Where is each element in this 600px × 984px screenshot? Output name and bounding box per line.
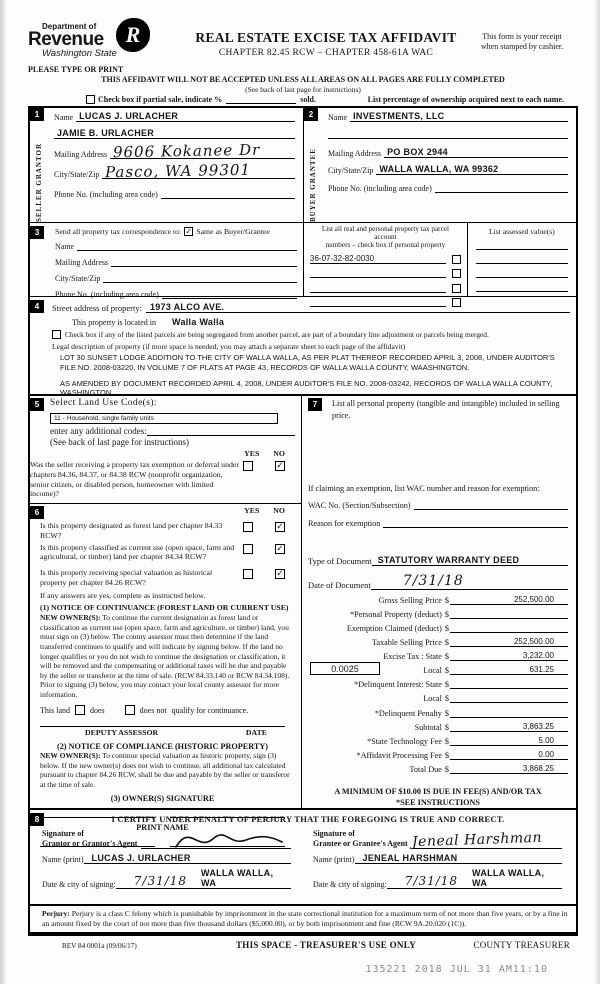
corr-city-label: City/State/Zip <box>55 274 101 284</box>
does-checkbox[interactable] <box>75 705 85 715</box>
buyer-section <box>303 108 576 222</box>
buyer-name-label: Name <box>328 113 348 123</box>
total-due-field[interactable] <box>450 764 568 774</box>
gross-price-field[interactable] <box>450 595 568 605</box>
grantee-date-label: Date & city of signing: <box>313 880 387 890</box>
seller-addr-value: 9606 Kokanee Dr <box>112 140 261 162</box>
personal-property-checkbox-3[interactable] <box>452 284 461 293</box>
grantor-signature-field[interactable] <box>141 837 291 849</box>
land-use-code-value: 11 - Household, single family units <box>54 415 154 423</box>
ownership-note: List percentage of ownership acquired next to each name. <box>367 95 564 105</box>
delinq-penalty-field[interactable] <box>450 708 568 718</box>
minimum-fee-note: A MINIMUM OF $10.00 IS DUE IN FEE(S) AND/OR TAX *SEE INSTRUCTIONS <box>308 786 568 808</box>
corr-addr-field[interactable] <box>111 256 297 267</box>
certification-section <box>30 808 576 904</box>
classification-section <box>30 504 301 847</box>
segregated-checkbox[interactable] <box>52 330 61 339</box>
subtotal-field[interactable] <box>450 722 568 732</box>
street-address-label: Street address of property: <box>52 303 142 314</box>
logo-revenue-text: Revenue <box>28 29 104 50</box>
grantor-signature-block <box>30 829 301 889</box>
tax-computation: Gross Selling Price $ 252,500.00 *Personal Property (deduct) $ Exemption Claimed (deduct) $ Taxable Selling Price $ 252,500.00 Excise Tax : State $ 3,232.00 0.0025 Local $ 631.25 *Delinquent Interest: State $ Local $ *Delinquent Penalty $ Subtotal $ 3,863.25 *State Technology Fee $ 5.00 *Affidavit Processing Fee $ 0.00 Total Due $ 3,868.25 <box>308 595 568 778</box>
partial-sale-checkbox[interactable] <box>86 95 95 104</box>
sold-label: sold. <box>300 95 317 105</box>
assessed-value-field-1[interactable] <box>476 236 568 250</box>
doc-type-label: Type of Document <box>308 555 372 566</box>
seller-section <box>30 108 303 222</box>
parcel-numbers-section <box>303 223 467 296</box>
personal-deduct-field[interactable] <box>450 609 568 619</box>
seller-phone-field[interactable] <box>161 188 295 199</box>
title-block <box>186 16 466 58</box>
grantee-print-label: Name (print) <box>313 855 355 865</box>
located-in-row <box>72 317 570 327</box>
personal-property-note: List all personal property (tangible and intangible) included in selling price. <box>332 399 560 420</box>
same-as-buyer-checkbox[interactable] <box>184 227 193 236</box>
logo-dept-text: Department of <box>42 22 97 31</box>
located-in-label: This property is located in <box>72 318 156 328</box>
doc-date-value: 7/31/18 <box>402 572 464 589</box>
this-land-label: This land <box>40 705 70 715</box>
assessed-header: List assessed value(s) <box>489 227 555 237</box>
gross-price-label: Gross Selling Price <box>378 595 442 605</box>
buyer-addr-field[interactable] <box>384 147 568 158</box>
grantee-print-field[interactable] <box>355 853 562 864</box>
parcel-number-value: 36-07-32-82-0030 <box>310 253 375 263</box>
grantee-date-field[interactable] <box>387 868 562 889</box>
buyer-city-field[interactable] <box>376 164 568 175</box>
notice-continuance-body: NEW OWNER(S): To continue the current designation as forest land or classification as current use (open space, farm and agriculture, or timber) land, you must sign on (3) below. The county assessor must then determine if the land transferred continues to qualify and will indicate by signing below. If the land no longer qualifies or you do not wish to continue the designation or classification, it will be removed and the compensating or additional taxes will be due and payable by the seller or transferor at the time of sale. (RCW 84.33.140 or RCW 84.34.108). Prior to signing (3) below, you may contact your local county assessor for more information. <box>40 613 290 699</box>
additional-codes-label: enter any additional codes: <box>50 426 147 437</box>
does-not-label: does not <box>139 705 167 715</box>
partial-sale-row <box>86 95 578 104</box>
legal-description-label: Legal description of property (if more space is needed, you may attach a separate sheet to each page of the affidavit) <box>52 342 406 352</box>
wac-label: WAC No. (Section/Subsection) <box>308 501 411 510</box>
seller-name2-field[interactable] <box>54 128 295 139</box>
seller-name-field[interactable] <box>76 111 295 122</box>
doc-date-label: Date of Document <box>308 579 371 590</box>
property-section <box>30 296 576 398</box>
delinq-interest-local-field[interactable] <box>450 693 568 703</box>
additional-codes-field[interactable] <box>147 426 295 436</box>
current-use-question-row <box>40 543 295 562</box>
grantor-city-value: WALLA WALLA, WA <box>201 868 274 889</box>
yes-header-2: YES <box>244 506 260 516</box>
no-header: NO <box>273 449 285 459</box>
logo-state-text: Washington State <box>42 48 117 60</box>
corr-addr-label: Mailing Address <box>55 258 109 268</box>
deputy-assessor-sign-field[interactable] <box>40 719 285 727</box>
partial-sale-label: Check box if partial sale, indicate % <box>98 95 223 105</box>
excise-state-field[interactable] <box>450 651 568 661</box>
see-back-note: (See back of last page for instructions) <box>245 85 361 95</box>
corr-name-field[interactable] <box>77 240 297 251</box>
type-or-print-label: PLEASE TYPE OR PRINT <box>28 65 124 75</box>
assessed-value-field-3[interactable] <box>476 264 568 278</box>
personal-deduct-label: *Personal Property (deduct) <box>350 609 442 619</box>
q-historic-yes-checkbox[interactable] <box>243 569 253 579</box>
partial-sale-percent-field[interactable] <box>226 103 296 104</box>
notice-compliance-body: NEW OWNER(S): To continue special valuation as historic property, sign (3) below. If the new owner(s) does not wish to continue, all additional tax calculated pursuant to chapter 84.26 RCW, shall be due and payable by the seller or transferor at the time of sale. <box>40 751 290 789</box>
checkmark: ✓ <box>276 568 284 579</box>
assessed-value-field-4[interactable] <box>476 278 568 292</box>
historic-question: Is this property receiving special valuation as historical property per chapter 84.26 RCW? <box>40 567 213 587</box>
personal-property-section <box>302 396 576 808</box>
section-4-number: 4 <box>30 300 44 313</box>
grantor-print-value: LUCAS J. URLACHER <box>91 853 191 864</box>
taxable-price-label: Taxable Selling Price <box>371 638 442 648</box>
buyer-addr-label: Mailing Address <box>328 149 382 159</box>
acceptance-warning: THIS AFFIDAVIT WILL NOT BE ACCEPTED UNLESS ALL AREAS ON ALL PAGES ARE FULLY COMPLETED <box>101 75 505 85</box>
deputy-assessor-label: DEPUTY ASSESSOR <box>85 728 159 738</box>
doc-date-field[interactable] <box>371 573 568 590</box>
parcel-number-field-2[interactable] <box>310 268 446 278</box>
if-yes-note: If any answers are yes, complete as instructed below. <box>40 591 206 601</box>
grantor-print-label: Name (print) <box>42 855 84 865</box>
q-exemption-yes-checkbox[interactable] <box>243 461 253 471</box>
county-treasurer-label: COUNTY TREASURER <box>473 939 570 950</box>
no-header-2: NO <box>273 506 285 516</box>
taxable-price-value: 252,500.00 <box>513 637 554 647</box>
treasurer-space-label: THIS SPACE - TREASURER'S USE ONLY <box>235 939 417 950</box>
parcel-header: List all real and personal property tax parcel account numbers – check box if personal property <box>321 225 449 250</box>
street-address-field[interactable] <box>146 302 570 313</box>
delinq-interest-state-field[interactable] <box>450 679 568 689</box>
seller-name-label: Name <box>54 113 74 123</box>
checkmark: ✓ <box>185 227 193 237</box>
page-title: REAL ESTATE EXCISE TAX AFFIDAVIT <box>195 30 457 45</box>
subtotal-label: Subtotal <box>414 722 442 732</box>
seller-city-value: Pasco, WA 99301 <box>105 160 252 182</box>
segregated-note: Check box if any of the listed parcels are being segregated from another parcel, are part of a boundary line adjustment or parcels being merged. <box>65 330 489 340</box>
corr-phone-label: Phone No. (including area code) <box>55 290 159 300</box>
section-1-number: 1 <box>30 108 44 121</box>
excise-local-label: Local <box>423 666 442 676</box>
date-label: DATE <box>245 728 267 738</box>
seller-role-label: SELLER GRANTOR <box>35 143 44 223</box>
legal-paragraph-1: LOT 30 SUNSET LODGE ADDITION TO THE CITY OF WALLA WALLA, AS PER PLAT THEREOF RECORDED APRIL 3, 2008, UNDER AUDITOR'S FILE NO. 2008-03220, IN VOLUME 7 OF PLATS AT PAGE 43, RECORDS OF WALLA WALLA COUNTY, WAASHINGTON. <box>60 353 555 372</box>
tech-fee-field[interactable] <box>450 736 568 746</box>
excise-local-value: 631.25 <box>529 665 554 675</box>
processing-fee-value: 0.00 <box>538 749 554 759</box>
tech-fee-label: *State Technology Fee <box>367 736 442 746</box>
dor-logo <box>28 16 186 74</box>
processing-fee-label: *Affidavit Processing Fee <box>356 750 442 760</box>
corr-phone-field[interactable] <box>162 288 297 299</box>
exemption-deduct-field[interactable] <box>450 623 568 633</box>
section-8-number: 8 <box>30 813 44 826</box>
grantee-signature-field[interactable] <box>411 829 562 851</box>
page-subtitle: CHAPTER 82.45 RCW – CHAPTER 458-61A WAC <box>218 48 434 58</box>
forest-land-question-row <box>40 521 295 540</box>
legal-description <box>60 353 562 398</box>
processing-fee-field[interactable] <box>450 750 568 760</box>
personal-property-checkbox-1[interactable] <box>452 255 461 264</box>
section-3-number: 3 <box>30 226 44 239</box>
seller-addr-label: Mailing Address <box>54 150 108 160</box>
q-exemption-no-checkbox[interactable] <box>275 461 285 471</box>
see-back-note-2: (See back of last page for instructions) <box>50 437 189 448</box>
form-body <box>28 106 578 936</box>
buyer-name2-field[interactable] <box>328 128 568 139</box>
current-use-question: Is this property classified as current use (open space, farm and agricultural, or timber) land per chapter 84.34 RCW? <box>40 542 235 562</box>
page-footer <box>28 940 578 950</box>
forest-land-question: Is this property designated as forest land per chapter 84.33 RCW? <box>40 521 223 540</box>
grantor-date-value: 7/31/18 <box>133 874 188 889</box>
total-due-value: 3,868.25 <box>522 763 554 773</box>
excise-local-field[interactable] <box>450 665 568 675</box>
personal-property-checkbox-2[interactable] <box>452 269 461 278</box>
section-2-number: 2 <box>304 108 318 121</box>
grantee-city-value: WALLA WALLA, WA <box>472 868 545 889</box>
located-in-value: Walla Walla <box>171 317 225 328</box>
local-rate-box: 0.0025 <box>310 662 380 675</box>
certify-statement: I CERTIFY UNDER PENALTY OF PERJURY THAT THE FOREGOING IS TRUE AND CORRECT. <box>111 814 505 825</box>
grantee-date-value: 7/31/18 <box>404 874 459 889</box>
land-use-section <box>30 396 301 504</box>
perjury-notice: Perjury: Perjury is a class C felony which is punishable by imprisonment in the state correctional institution for a maximum term of not more than five years, or by a fine in an amount fixed by the court of not more than five thousand dollars ($5,000.00), or by both imprisonment and fine (RCW 9A.20.020 (1C)). <box>30 904 576 934</box>
receipt-note: This form is your receipt when stamped by cashier. <box>480 32 564 52</box>
land-use-title: Select Land Use Code(s): <box>50 398 157 409</box>
historic-question-row <box>40 568 295 587</box>
grantee-sig-label: Signature of Grantee or Grantee's Agent <box>313 829 408 849</box>
grantee-signature-value: Jeneal Harshman <box>411 829 543 851</box>
exemption-question: Was the seller receiving a property tax exemption or deferral under chapters 84.36, 84.37, or 84.38 RCW (nonprofit organization, senior citizen, or disabled person, homeowner with limited income)? <box>30 460 239 499</box>
grantor-sig-label: Signature of Grantor or Grantor's Agent <box>42 829 138 849</box>
seller-city-field[interactable] <box>102 160 295 182</box>
buyer-name-value: INVESTMENTS, LLC <box>353 111 445 122</box>
assessed-values-section <box>467 223 576 296</box>
personal-property-blank-area[interactable] <box>308 422 568 484</box>
gross-price-value: 252,500.00 <box>513 594 554 604</box>
excise-state-value: 3,232.00 <box>522 651 554 661</box>
notice-continuance-title: (1) NOTICE OF CONTINUANCE (FOREST LAND OR CURRENT USE) <box>40 603 289 613</box>
seller-name2-value: JAMIE B. URLACHER <box>57 128 155 139</box>
doc-type-field[interactable] <box>372 555 568 566</box>
seller-city-label: City/State/Zip <box>54 170 100 180</box>
total-due-label: Total Due <box>409 764 442 774</box>
buyer-phone-label: Phone No. (including area code) <box>328 184 432 194</box>
exemption-question-row <box>30 460 295 499</box>
form-revision: REV 84 0001a (09/06/17) <box>62 941 137 950</box>
q-forest-yes-checkbox[interactable] <box>243 522 253 532</box>
wac-field[interactable] <box>414 500 568 510</box>
correspondence-section <box>30 223 303 300</box>
grantor-print-field[interactable] <box>84 853 291 864</box>
see-instructions-note: *SEE INSTRUCTIONS <box>396 798 480 808</box>
seller-addr-field[interactable] <box>110 140 295 162</box>
excise-state-label: Excise Tax : State <box>383 652 442 662</box>
q-currentuse-no-checkbox[interactable] <box>275 544 285 554</box>
section-5-number: 5 <box>30 398 44 411</box>
print-name-label: PRINT NAME <box>136 823 189 833</box>
delinq-interest-state-label: *Delinquent Interest: State <box>354 680 442 690</box>
parcel-number-field[interactable] <box>310 254 446 264</box>
correspondence-label: Send all property tax correspondence to: <box>55 227 182 237</box>
parcel-number-field-3[interactable] <box>310 283 446 293</box>
street-address-value: 1973 ALCO AVE. <box>149 302 225 313</box>
grantor-date-label: Date & city of signing: <box>42 880 116 890</box>
taxable-price-field[interactable] <box>450 637 568 647</box>
legal-paragraph-2: AS AMENDED BY DOCUMENT RECORDED APRIL 4, 2008, UNDER AUDITOR'S FILE NO. 2008-03242, RECORDS OF WALLA WALLA COUNTY, WASHINGTON. <box>60 378 553 398</box>
delinq-penalty-label: *Delinquent Penalty <box>374 708 442 718</box>
buyer-role-label: BUYER GRANTEE <box>309 148 318 223</box>
reason-label: Reason for exemption <box>308 519 381 528</box>
q-historic-no-checkbox[interactable] <box>275 569 285 579</box>
seller-phone-label: Phone No. (including area code) <box>54 190 158 200</box>
buyer-addr-value: PO BOX 2944 <box>387 147 448 158</box>
land-use-code-select[interactable] <box>50 413 278 424</box>
yes-header: YES <box>244 449 260 459</box>
section-7-number: 7 <box>308 398 322 411</box>
q-forest-no-checkbox[interactable] <box>275 522 285 532</box>
exemption-deduct-label: Exemption Claimed (deduct) <box>346 623 442 633</box>
qualify-label: qualify for continuance. <box>171 705 249 715</box>
buyer-name-field[interactable] <box>350 111 568 122</box>
doc-type-value: STATUTORY WARRANTY DEED <box>377 554 520 565</box>
owners-signature-label: (3) OWNER(S) SIGNATURE <box>110 794 215 804</box>
grantor-date-field[interactable] <box>116 868 291 889</box>
assessed-value-field-2[interactable] <box>476 250 568 264</box>
tech-fee-value: 5.00 <box>538 735 554 745</box>
does-label: does <box>90 705 105 715</box>
section-6-number: 6 <box>30 506 44 519</box>
buyer-city-value: WALLA WALLA, WA 99362 <box>379 164 499 175</box>
buyer-city-label: City/State/Zip <box>328 166 374 176</box>
grantor-signature-image <box>168 827 288 851</box>
same-as-buyer-label: Same as Buyer/Grantee <box>196 227 270 237</box>
delinq-interest-local-label: Local <box>423 694 442 704</box>
checkmark: ✓ <box>276 461 284 472</box>
treasurer-date-stamp: 135221 2018 JUL 31 AM11:10 <box>365 963 548 975</box>
notice-compliance-title: (2) NOTICE OF COMPLIANCE (HISTORIC PROPERTY) <box>56 742 268 752</box>
checkmark: ✓ <box>276 522 284 533</box>
form-header <box>28 16 578 74</box>
q-currentuse-yes-checkbox[interactable] <box>243 544 253 554</box>
reason-field[interactable] <box>383 518 568 528</box>
grantee-print-value: JENEAL HARSHMAN <box>362 853 458 864</box>
corr-name-label: Name <box>55 242 75 252</box>
does-not-checkbox[interactable] <box>125 705 135 715</box>
exemption-claim-note: If claiming an exemption, list WAC number and reason for exemption: <box>308 484 540 493</box>
seller-name-value: LUCAS J. URLACHER <box>79 111 179 122</box>
dor-logo-icon: R <box>116 18 150 52</box>
subtotal-value: 3,863.25 <box>522 721 554 731</box>
corr-city-field[interactable] <box>103 272 297 283</box>
continuance-qualify-row <box>40 705 295 715</box>
grantee-signature-block <box>301 829 572 889</box>
checkmark: ✓ <box>276 543 284 554</box>
buyer-phone-field[interactable] <box>435 182 568 193</box>
